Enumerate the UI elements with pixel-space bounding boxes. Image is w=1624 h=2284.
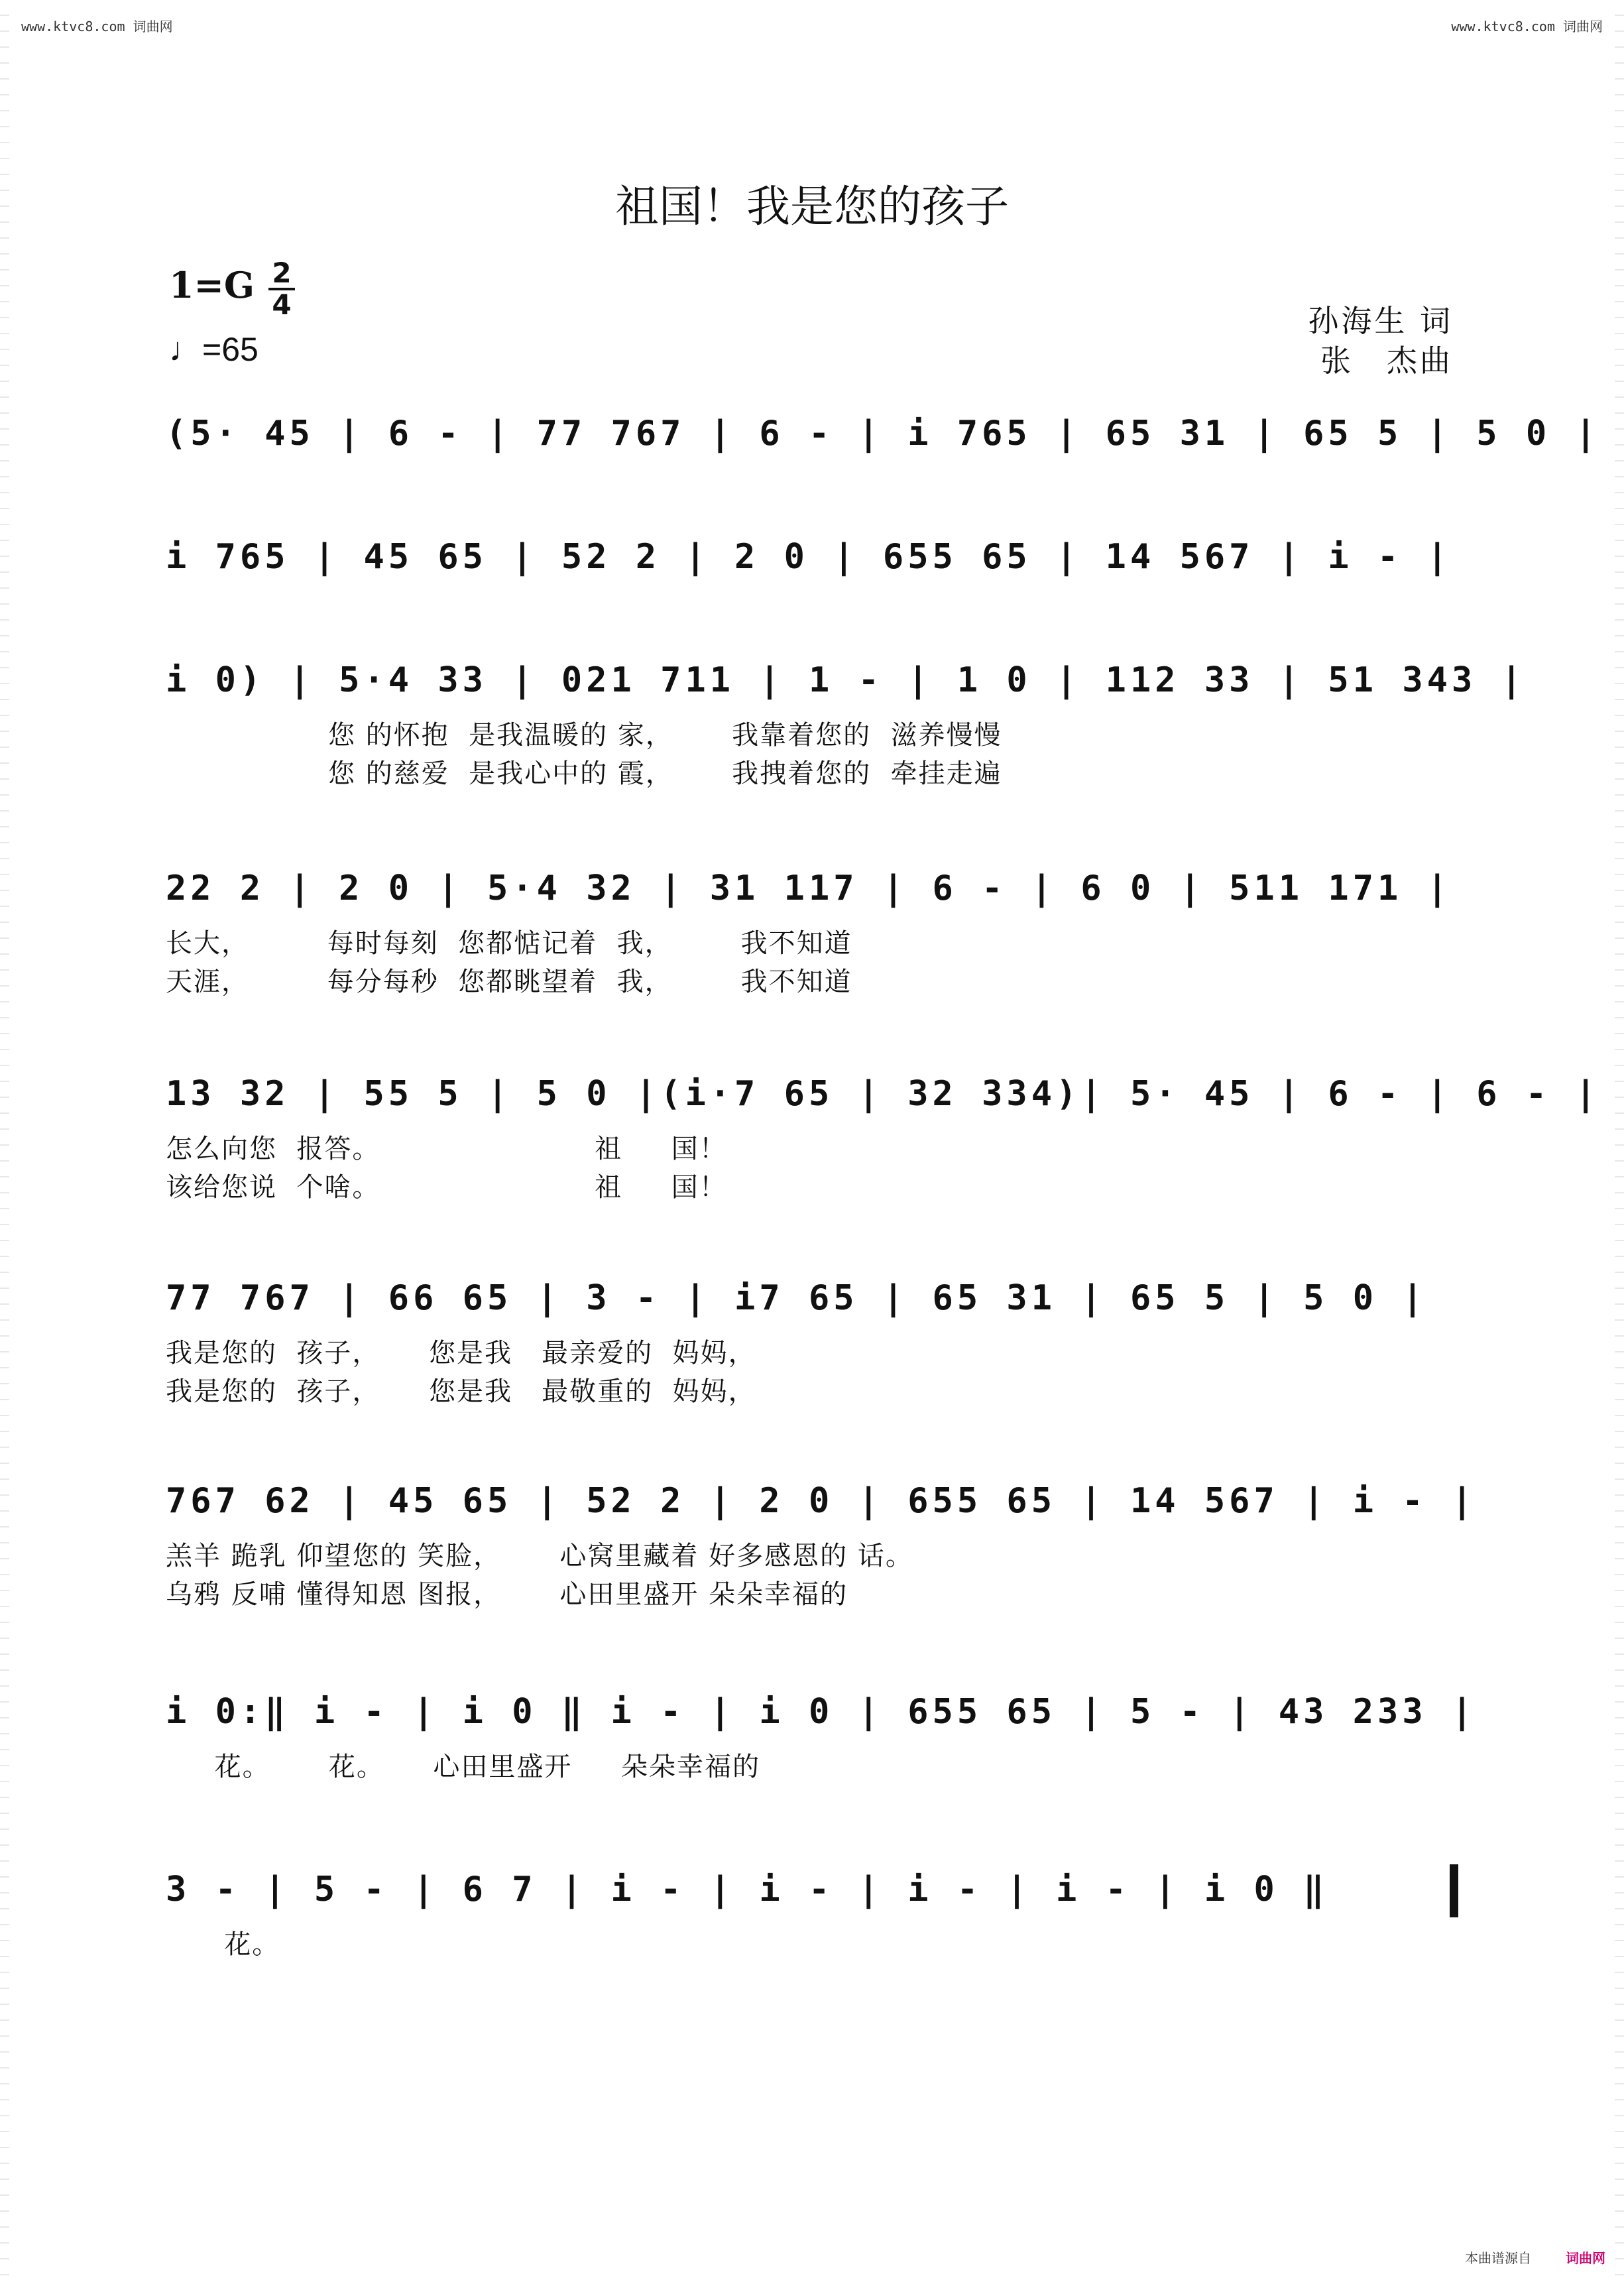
notation-line: 767 62 | 45 65 | 52 2 | 2 0 | 655 65 | 14 567 | i - | <box>166 1481 1477 1521</box>
notation-line: 22 2 | 2 0 | 5·4 32 | 31 117 | 6 - | 6 0 | 511 171 | <box>166 869 1452 908</box>
right-margin-strip <box>1615 0 1624 2284</box>
notation-line: 77 767 | 66 65 | 3 - | i7 65 | 65 31 | 65 5 | 5 0 | <box>166 1278 1427 1318</box>
header-watermark-left: www.ktvc8.com 词曲网 <box>21 19 173 34</box>
lyrics-verse-1: 花。 花。 心田里盛开 朵朵幸福的 <box>166 1752 761 1782</box>
notation-line: 13 32 | 55 5 | 5 0 |(i·7 65 | 32 334)| 5· 45 | 6 - | 6 - | <box>166 1074 1600 1114</box>
lyrics-verse-1: 花。 <box>166 1929 280 1960</box>
footer-source-label: 本曲谱源自 <box>1465 2250 1531 2266</box>
lyrics-verse-2: 天涯， 每分每秒 您都眺望着 我， 我不知道 <box>166 967 852 997</box>
notation-line: (5· 45 | 6 - | 77 767 | 6 - | i 765 | 65 31 | 65 5 | 5 0 | <box>166 414 1600 453</box>
lyrics-verse-1: 我是您的 孩子， 您是我 最亲爱的 妈妈， <box>166 1338 756 1368</box>
lyricist-credit: 孙海生 词 <box>1308 303 1453 339</box>
key-signature: 1=G <box>169 264 255 306</box>
header-watermark-right: www.ktvc8.com 词曲网 <box>1451 19 1603 34</box>
song-title: 祖国！我是您的孩子 <box>615 181 1009 232</box>
notation-line: 3 - | 5 - | 6 7 | i - | i - | i - | i - | i 0 ‖ <box>166 1870 1328 1909</box>
notation-line: i 0:‖ i - | i 0 ‖ i - | i 0 | 655 65 | 5 - | 43 233 | <box>166 1692 1477 1732</box>
lyrics-verse-2: 乌鸦 反哺 懂得知恩 图报， 心田里盛开 朵朵幸福的 <box>166 1579 848 1610</box>
lyrics-verse-1: 羔羊 跪乳 仰望您的 笑脸， 心窝里藏着 好多感恩的 话。 <box>166 1541 913 1571</box>
footer-brand-link[interactable]: 词曲网 <box>1566 2250 1605 2266</box>
left-margin-strip <box>0 0 9 2284</box>
notation-line: i 0) | 5·4 33 | 021 711 | 1 - | 1 0 | 112 33 | 51 343 | <box>166 660 1526 700</box>
lyrics-verse-1: 怎么向您 报答。 祖 国！ <box>166 1134 727 1164</box>
lyrics-verse-2: 我是您的 孩子， 您是我 最敬重的 妈妈， <box>166 1376 756 1407</box>
lyrics-verse-1: 长大， 每时每刻 您都惦记着 我， 我不知道 <box>166 928 852 959</box>
composer-credit: 张 杰曲 <box>1320 343 1453 379</box>
time-signature <box>268 257 295 321</box>
lyrics-verse-2: 您 的慈爱 是我心中的 霞， 我拽着您的 牵挂走遍 <box>328 758 1002 789</box>
notation-line: i 765 | 45 65 | 52 2 | 2 0 | 655 65 | 14 567 | i - | <box>166 537 1452 577</box>
time-signature-numerator: 2 <box>272 257 292 289</box>
lyrics-verse-1: 您 的怀抱 是我温暖的 家， 我靠着您的 滋养慢慢 <box>328 720 1002 751</box>
lyrics-verse-2: 该给您说 个啥。 祖 国！ <box>166 1172 727 1203</box>
tempo-marking: ♩=65 <box>169 331 259 368</box>
time-signature-denominator: 4 <box>272 288 292 321</box>
final-barline <box>1450 1864 1458 1917</box>
